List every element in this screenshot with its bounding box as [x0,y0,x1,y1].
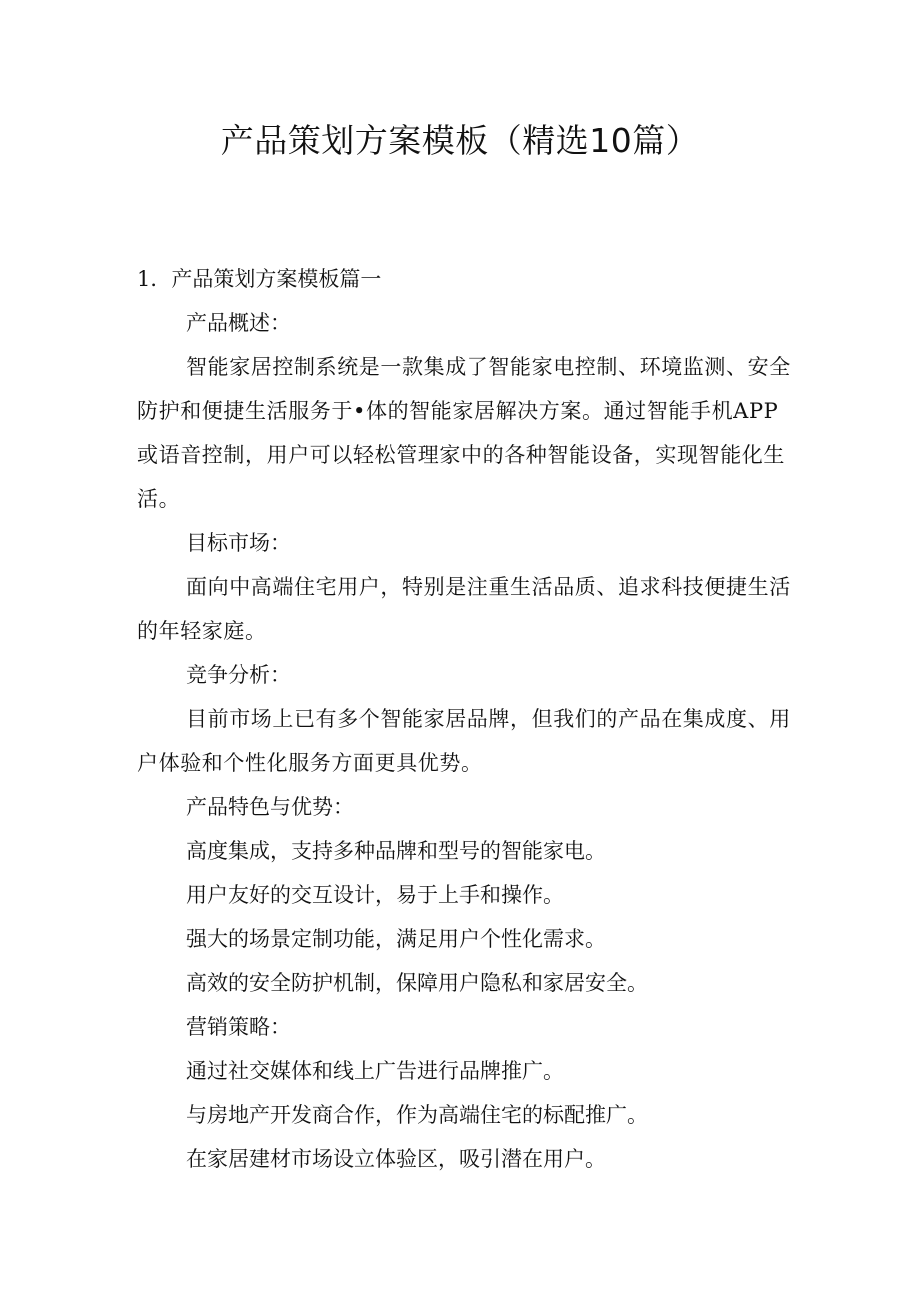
paragraph-marketing-showroom: 在家居建材市场设立体验区，吸引潜在用户。 [186,1147,606,1171]
document-title: 产品策划方案模板（精选10篇） [220,121,700,160]
paragraph-feature-security: 高效的安全防护机制，保障用户隐私和家居安全。 [186,971,648,995]
paragraph-feature-integration: 高度集成，支持多种品牌和型号的智能家电。 [186,839,606,863]
section-heading: 1．产品策划方案模板篇一 [137,267,382,291]
paragraph-target-market-label: 目标市场： [186,531,291,555]
paragraph-marketing-label: 营销策略： [186,1015,291,1039]
paragraph-product-overview-label: 产品概述： [186,311,291,335]
paragraph-feature-scenes: 强大的场景定制功能，满足用户个性化需求。 [186,927,606,951]
paragraph-target-market: 面向中高端住宅用户，特别是注重生活品质、追求科技便捷生活的年轻家庭。 [137,575,791,643]
paragraph-competition-label: 竞争分析： [186,663,291,687]
paragraph-marketing-social: 通过社交媒体和线上广告进行品牌推广。 [186,1059,564,1083]
paragraph-features-label: 产品特色与优势： [186,795,354,819]
document-body [137,257,792,1181]
paragraph-product-overview: 智能家居控制系统是一款集成了智能家电控制、环境监测、安全防护和便捷生活服务于•体的智能家居解决方案。通过智能手机APP或语音控制，用户可以轻松管理家中的各种智能设备，实现智能化生活。 [137,355,791,511]
paragraph-competition: 目前市场上已有多个智能家居品牌，但我们的产品在集成度、用户体验和个性化服务方面更具优势。 [137,707,791,775]
paragraph-feature-ux: 用户友好的交互设计，易于上手和操作。 [186,883,564,907]
paragraph-marketing-realestate: 与房地产开发商合作，作为高端住宅的标配推广。 [186,1103,648,1127]
